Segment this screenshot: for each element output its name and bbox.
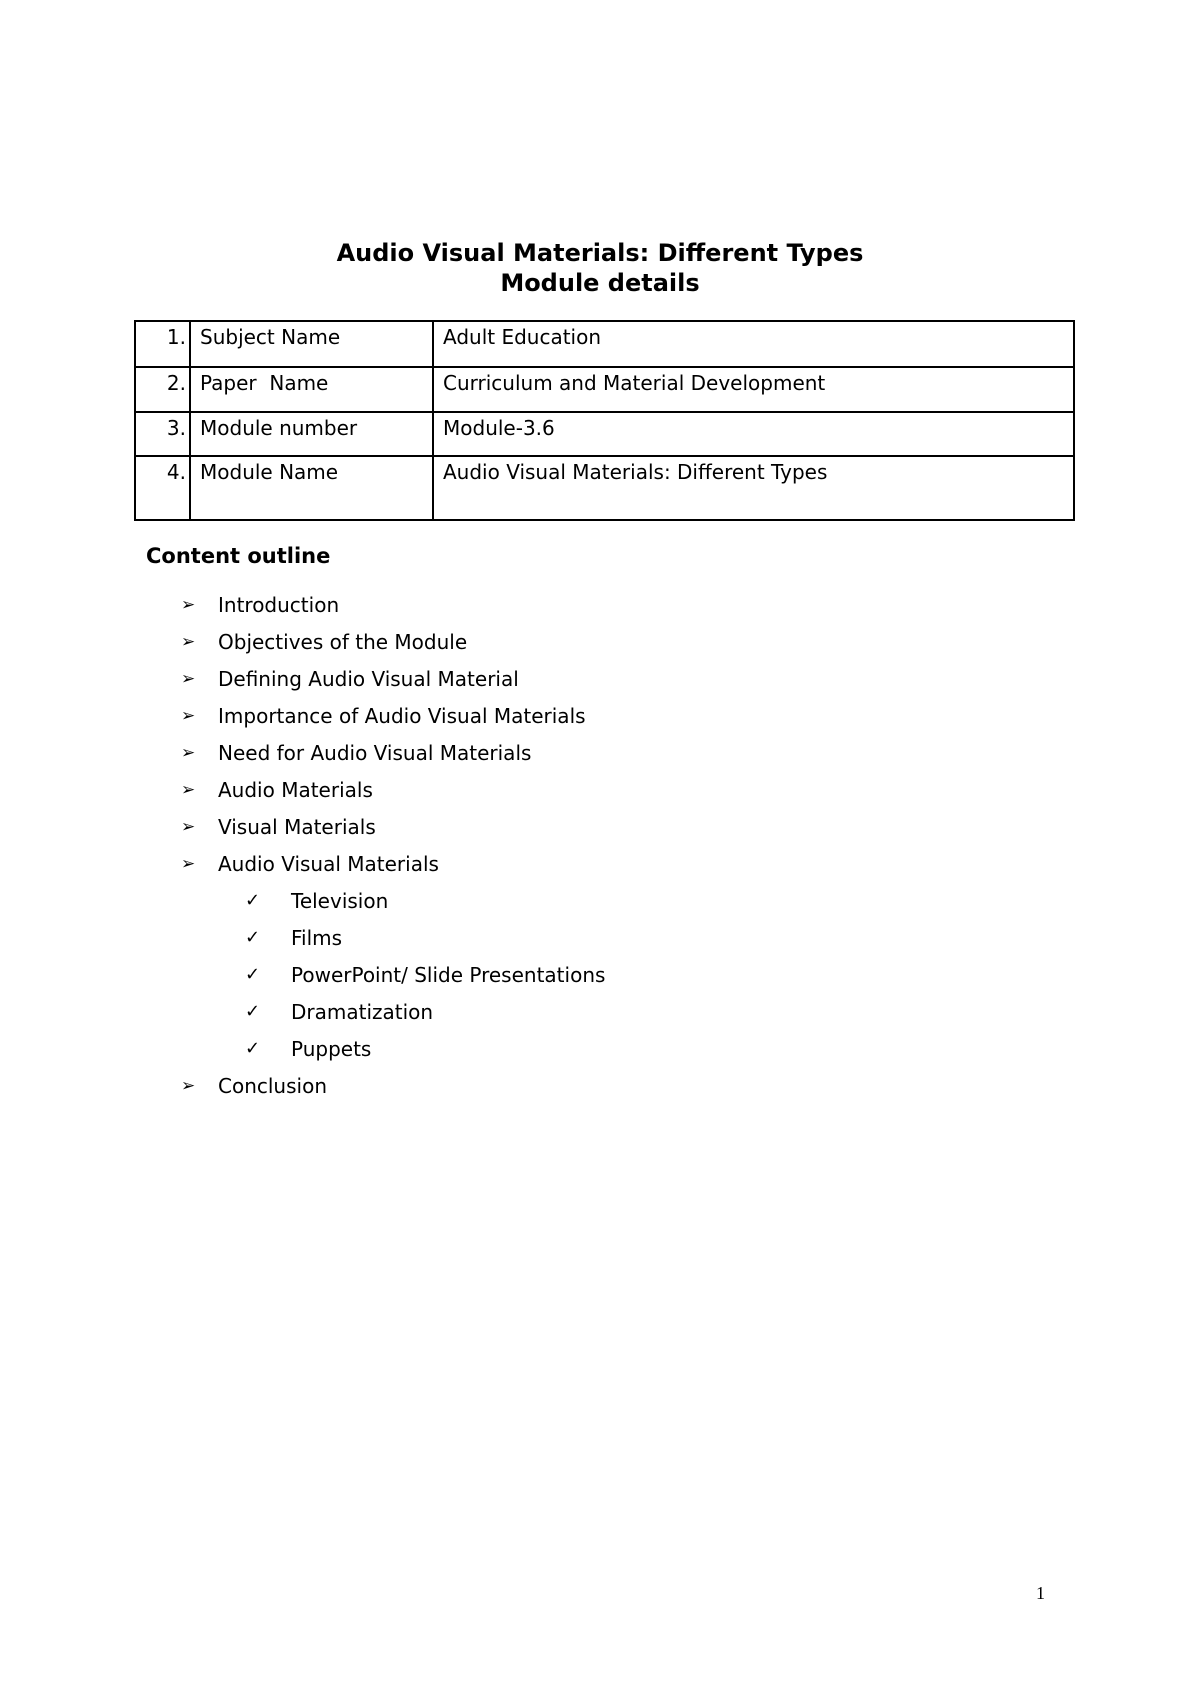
sub-list-item-text: Films (291, 926, 343, 950)
row-number: 1. (135, 321, 190, 367)
arrow-bullet-icon: ➢ (181, 817, 196, 837)
row-value: Module-3.6 (433, 412, 1074, 456)
list-item-text: Importance of Audio Visual Materials (218, 704, 586, 728)
list-item-text: Audio Materials (218, 778, 373, 802)
list-item (0, 1071, 1200, 1108)
arrow-bullet-icon: ➢ (181, 595, 196, 615)
list-item (0, 590, 1200, 627)
sub-list-item (0, 1034, 1200, 1071)
arrow-bullet-icon: ➢ (181, 669, 196, 689)
list-item (0, 701, 1200, 738)
row-label: Subject Name (190, 321, 433, 367)
table-row (135, 321, 1074, 367)
list-item-text: Objectives of the Module (218, 630, 468, 654)
list-item-text: Need for Audio Visual Materials (218, 741, 532, 765)
row-number: 3. (135, 412, 190, 456)
checkmark-bullet-icon: ✓ (245, 1038, 261, 1059)
sub-list-item (0, 960, 1200, 997)
arrow-bullet-icon: ➢ (181, 780, 196, 800)
arrow-bullet-icon: ➢ (181, 1076, 196, 1096)
sub-list-item-text: Puppets (291, 1037, 372, 1061)
module-details-table (134, 320, 1075, 521)
list-item-text: Defining Audio Visual Material (218, 667, 519, 691)
sub-list-item-text: PowerPoint/ Slide Presentations (291, 963, 606, 987)
list-item (0, 849, 1200, 886)
list-item-text: Audio Visual Materials (218, 852, 439, 876)
document-title: Audio Visual Materials: Different Types (336, 239, 864, 267)
content-outline-list (0, 590, 1200, 1108)
table-row (135, 456, 1074, 520)
page-number: 1 (1036, 1583, 1045, 1603)
row-label: Paper Name (190, 367, 433, 412)
row-number: 2. (135, 367, 190, 412)
arrow-bullet-icon: ➢ (181, 706, 196, 726)
row-value: Audio Visual Materials: Different Types (433, 456, 1074, 520)
table-row (135, 412, 1074, 456)
sub-list-item (0, 923, 1200, 960)
checkmark-bullet-icon: ✓ (245, 964, 261, 985)
arrow-bullet-icon: ➢ (181, 854, 196, 874)
sub-list-item-text: Dramatization (291, 1000, 434, 1024)
sub-list-item-text: Television (291, 889, 389, 913)
table-row (135, 367, 1074, 412)
list-item-text: Visual Materials (218, 815, 376, 839)
row-label: Module Name (190, 456, 433, 520)
list-item (0, 664, 1200, 701)
list-item (0, 627, 1200, 664)
sub-list-item (0, 886, 1200, 923)
checkmark-bullet-icon: ✓ (245, 1001, 261, 1022)
arrow-bullet-icon: ➢ (181, 743, 196, 763)
sub-list-item (0, 997, 1200, 1034)
list-item (0, 812, 1200, 849)
list-item (0, 738, 1200, 775)
content-outline-heading: Content outline (146, 544, 331, 568)
arrow-bullet-icon: ➢ (181, 632, 196, 652)
list-item-text: Introduction (218, 593, 340, 617)
document-subtitle: Module details (500, 269, 700, 297)
checkmark-bullet-icon: ✓ (245, 927, 261, 948)
row-value: Adult Education (433, 321, 1074, 367)
row-label: Module number (190, 412, 433, 456)
list-item (0, 775, 1200, 812)
checkmark-bullet-icon: ✓ (245, 890, 261, 911)
row-number: 4. (135, 456, 190, 520)
list-item-text: Conclusion (218, 1074, 327, 1098)
row-value: Curriculum and Material Development (433, 367, 1074, 412)
